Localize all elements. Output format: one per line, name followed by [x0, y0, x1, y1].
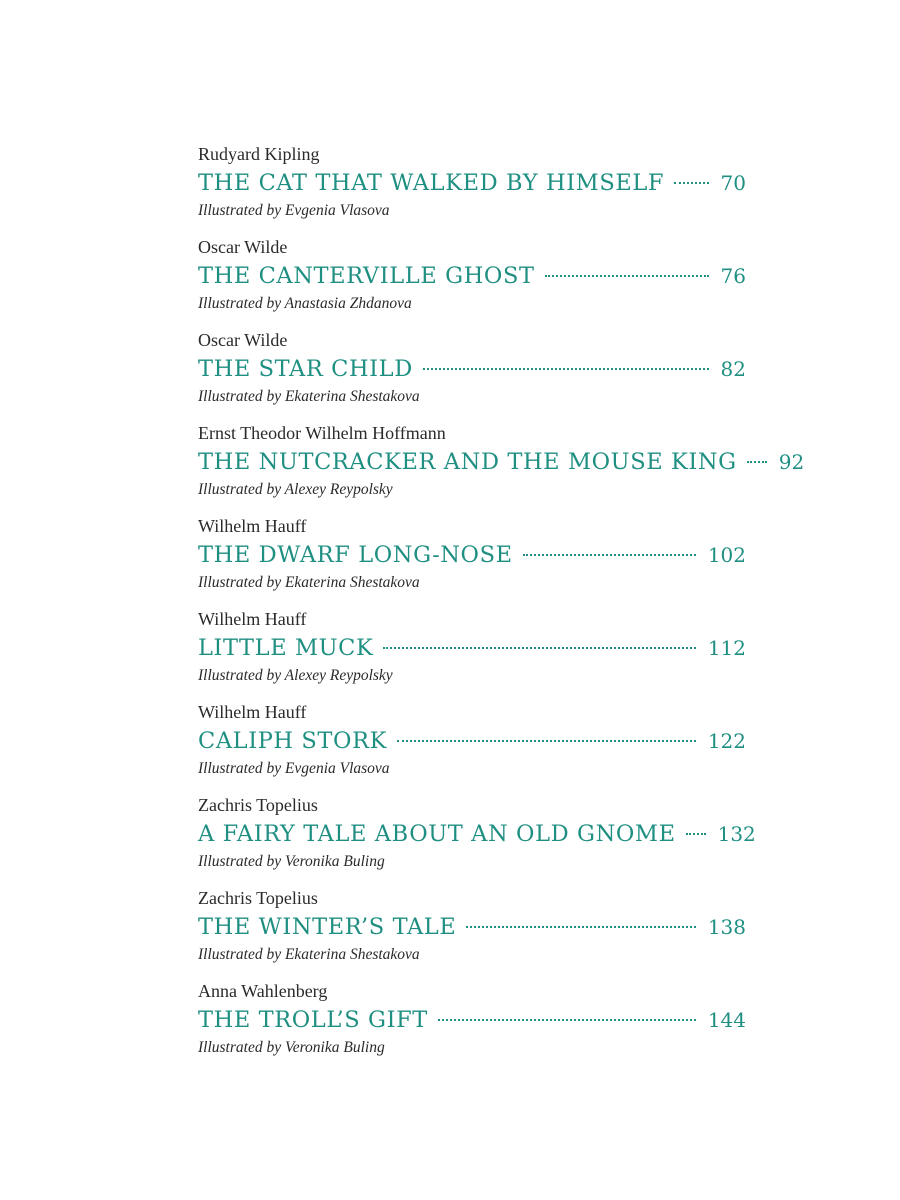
entry-page-number: 144	[707, 1008, 746, 1032]
entry-page-number: 92	[778, 450, 805, 474]
entry-author: Zachris Topelius	[198, 795, 318, 815]
dot-leader	[523, 554, 696, 556]
dot-leader	[383, 647, 695, 649]
table-of-contents	[198, 142, 805, 1072]
entry-author: Wilhelm Hauff	[198, 516, 307, 536]
toc-entry	[198, 886, 746, 979]
entry-title-row[interactable]	[198, 352, 746, 386]
entry-illustrator: Illustrated by Veronika Buling	[198, 853, 385, 870]
entry-author: Wilhelm Hauff	[198, 609, 307, 629]
entry-illustrator: Illustrated by Alexey Reypolsky	[198, 481, 393, 498]
entry-page-number: 102	[707, 543, 746, 567]
entry-title-row[interactable]	[198, 910, 746, 944]
entry-illustrator: Illustrated by Veronika Buling	[198, 1039, 385, 1056]
entry-page-number: 138	[707, 915, 746, 939]
entry-title[interactable]: THE WINTER’S TALE	[198, 914, 457, 940]
entry-author: Anna Wahlenberg	[198, 981, 328, 1001]
dot-leader	[397, 740, 696, 742]
entry-author: Oscar Wilde	[198, 330, 288, 350]
entry-illustrator: Illustrated by Evgenia Vlasova	[198, 760, 390, 777]
dot-leader	[674, 182, 708, 184]
entry-title[interactable]: THE NUTCRACKER AND THE MOUSE KING	[198, 449, 737, 475]
entry-title-row[interactable]	[198, 445, 805, 479]
entry-title-row[interactable]	[198, 817, 756, 851]
dot-leader	[545, 275, 709, 277]
toc-entry	[198, 328, 746, 421]
entry-title-row[interactable]	[198, 538, 746, 572]
entry-title[interactable]: THE STAR CHILD	[198, 356, 413, 382]
entry-page-number: 70	[720, 171, 746, 195]
entry-illustrator: Illustrated by Ekaterina Shestakova	[198, 946, 420, 963]
entry-author: Wilhelm Hauff	[198, 702, 307, 722]
entry-illustrator: Illustrated by Ekaterina Shestakova	[198, 388, 420, 405]
entry-page-number: 112	[707, 636, 746, 660]
toc-entry	[198, 235, 746, 328]
entry-title-row[interactable]	[198, 1003, 746, 1037]
entry-title-row[interactable]	[198, 724, 746, 758]
entry-title[interactable]: A FAIRY TALE ABOUT AN OLD GNOME	[198, 821, 676, 847]
entry-author: Ernst Theodor Wilhelm Hoffmann	[198, 423, 446, 443]
entry-title[interactable]: LITTLE MUCK	[198, 635, 374, 661]
dot-leader	[686, 833, 706, 835]
dot-leader	[423, 368, 709, 370]
dot-leader	[466, 926, 695, 928]
toc-entry	[198, 700, 746, 793]
dot-leader	[747, 461, 767, 463]
entry-title-row[interactable]	[198, 631, 746, 665]
entry-author: Rudyard Kipling	[198, 144, 320, 164]
toc-entry	[198, 607, 746, 700]
entry-illustrator: Illustrated by Anastasia Zhdanova	[198, 295, 412, 312]
entry-title-row[interactable]	[198, 166, 746, 200]
entry-page-number: 76	[720, 264, 746, 288]
entry-author: Oscar Wilde	[198, 237, 288, 257]
dot-leader	[438, 1019, 696, 1021]
entry-illustrator: Illustrated by Ekaterina Shestakova	[198, 574, 420, 591]
toc-entry	[198, 421, 805, 514]
entry-page-number: 132	[717, 822, 756, 846]
entry-title[interactable]: THE TROLL’S GIFT	[198, 1007, 428, 1033]
toc-entry	[198, 142, 746, 235]
entry-illustrator: Illustrated by Evgenia Vlasova	[198, 202, 390, 219]
toc-entry	[198, 514, 746, 607]
entry-page-number: 82	[720, 357, 746, 381]
entry-page-number: 122	[707, 729, 746, 753]
entry-title[interactable]: THE CANTERVILLE GHOST	[198, 263, 535, 289]
entry-title[interactable]: CALIPH STORK	[198, 728, 388, 754]
entry-author: Zachris Topelius	[198, 888, 318, 908]
toc-entry	[198, 979, 746, 1072]
entry-title-row[interactable]	[198, 259, 746, 293]
toc-entry	[198, 793, 756, 886]
entry-title[interactable]: THE CAT THAT WALKED BY HIMSELF	[198, 170, 665, 196]
entry-title[interactable]: THE DWARF LONG-NOSE	[198, 542, 513, 568]
entry-illustrator: Illustrated by Alexey Reypolsky	[198, 667, 393, 684]
